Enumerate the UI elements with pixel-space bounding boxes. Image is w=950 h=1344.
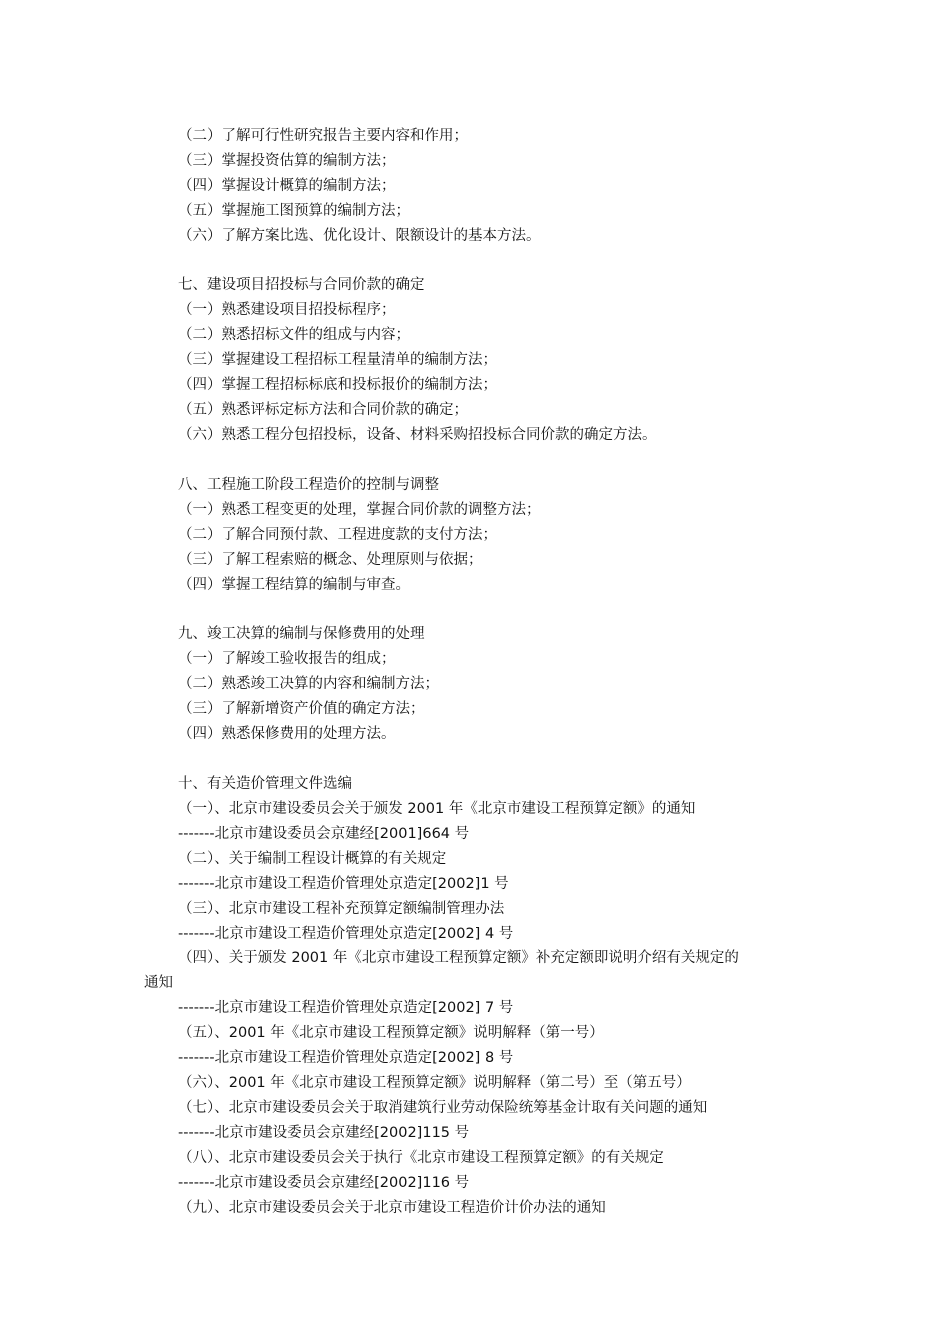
document-reference-number: -------北京市建设工程造价管理处京造定[2002] 4 号 [178, 926, 514, 942]
section7-heading: 七、建设项目招投标与合同价款的确定 [178, 277, 425, 293]
section6-item: （二）了解可行性研究报告主要内容和作用； [178, 128, 468, 144]
section8-item: （四）掌握工程结算的编制与审查。 [178, 577, 410, 593]
section6-item: （四）掌握设计概算的编制方法； [178, 178, 396, 194]
document-reference-title: （四）、关于颁发 2001 年《北京市建设工程预算定额》补充定额即说明介绍有关规定的 [178, 950, 739, 966]
document-reference-number: -------北京市建设委员会京建经[2001]664 号 [178, 826, 470, 842]
section7-item: （六）熟悉工程分包招投标，设备、材料采购招投标合同价款的确定方法。 [178, 427, 657, 443]
document-reference-title: （六）、2001 年《北京市建设工程预算定额》说明解释（第二号）至（第五号） [178, 1075, 691, 1091]
section7-item: （三）掌握建设工程招标工程量清单的编制方法； [178, 352, 497, 368]
document-reference-title: （七）、北京市建设委员会关于取消建筑行业劳动保险统筹基金计取有关问题的通知 [178, 1100, 708, 1116]
section7-item: （二）熟悉招标文件的组成与内容； [178, 327, 410, 343]
section10-heading: 十、有关造价管理文件选编 [178, 776, 352, 792]
section7-item: （四）掌握工程招标标底和投标报价的编制方法； [178, 377, 497, 393]
section8-heading: 八、工程施工阶段工程造价的控制与调整 [178, 477, 439, 493]
section8-item: （一）熟悉工程变更的处理，掌握合同价款的调整方法； [178, 502, 541, 518]
document-reference-title: （九）、北京市建设委员会关于北京市建设工程造价计价办法的通知 [178, 1200, 606, 1216]
document-reference-title: （三）、北京市建设工程补充预算定额编制管理办法 [178, 901, 505, 917]
document-reference-title: （二）、关于编制工程设计概算的有关规定 [178, 851, 447, 867]
document-reference-number: -------北京市建设委员会京建经[2002]115 号 [178, 1125, 470, 1141]
section6-item: （六）了解方案比选、优化设计、限额设计的基本方法。 [178, 228, 541, 244]
document-reference-title: （一）、北京市建设委员会关于颁发 2001 年《北京市建设工程预算定额》的通知 [178, 801, 696, 817]
document-reference-title: （五）、2001 年《北京市建设工程预算定额》说明解释（第一号） [178, 1025, 604, 1041]
section9-item: （一）了解竣工验收报告的组成； [178, 651, 396, 667]
section9-heading: 九、竣工决算的编制与保修费用的处理 [178, 626, 425, 642]
document-reference-title: （八）、北京市建设委员会关于执行《北京市建设工程预算定额》的有关规定 [178, 1150, 664, 1166]
section8-item: （二）了解合同预付款、工程进度款的支付方法； [178, 527, 497, 543]
section9-item: （三）了解新增资产价值的确定方法； [178, 701, 425, 717]
document-reference-number: -------北京市建设工程造价管理处京造定[2002]1 号 [178, 876, 509, 892]
document-reference-number: -------北京市建设工程造价管理处京造定[2002] 7 号 [178, 1000, 514, 1016]
document-reference-number: -------北京市建设工程造价管理处京造定[2002] 8 号 [178, 1050, 514, 1066]
section7-item: （五）熟悉评标定标方法和合同价款的确定； [178, 402, 468, 418]
document-reference-number: -------北京市建设委员会京建经[2002]116 号 [178, 1175, 470, 1191]
section6-item: （五）掌握施工图预算的编制方法； [178, 203, 410, 219]
section8-item: （三）了解工程索赔的概念、处理原则与依据； [178, 552, 483, 568]
section7-item: （一）熟悉建设项目招投标程序； [178, 302, 396, 318]
document-reference-title-continued: 通知 [144, 975, 173, 991]
section9-item: （四）熟悉保修费用的处理方法。 [178, 726, 396, 742]
section6-item: （三）掌握投资估算的编制方法； [178, 153, 396, 169]
section9-item: （二）熟悉竣工决算的内容和编制方法； [178, 676, 439, 692]
